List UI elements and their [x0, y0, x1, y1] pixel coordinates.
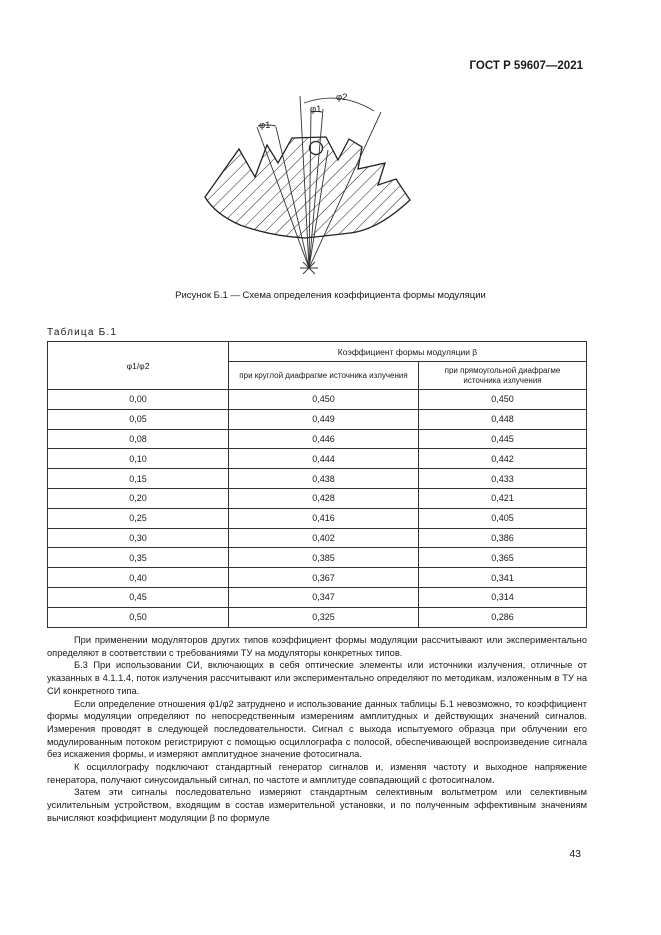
table-cell: 0,00: [48, 390, 229, 410]
table-row: [48, 469, 587, 489]
page-number: 43: [569, 848, 581, 860]
standard-designation: ГОСТ Р 59607—2021: [469, 60, 583, 72]
table-cell: 0,444: [229, 449, 419, 469]
paragraph: Затем эти сигналы последовательно измеряют стандартным селективным вольтметром или селективным усилительным устройством, входящим в состав измерительной установки, и по полученным эффективным значениям вычисляют коэффициент модуляции β по формуле: [47, 787, 587, 823]
table-cell: 0,341: [419, 568, 587, 588]
paragraph: Б.3 При использовании СИ, включающих в себя оптические элементы или источники излучения, отличные от указанных в 4.1.1.4, поток излучения рассчитывают или экспериментально определяют по методикам, изложенным в ТУ на СИ конкретного типа.: [47, 660, 587, 696]
paragraph: Если определение отношения φ1/φ2 затруднено и использование данных таблицы Б.1 невозможно, то коэффициент формы модуляции определяют по непосредственным измерениям амплитудных и действующих значений сигналов. Измерения проводят в следующей последовательности. Сигнал с выхода испытуемого образца при облучении его модулированным потоком регистрируют с помощью осциллографа с полосой, обеспечивающей воспроизведение сигнала без искажения формы, и измеряют амплитудное значение фотосигнала.: [47, 698, 587, 760]
table-cell: 0,450: [229, 390, 419, 410]
table-cell: 0,402: [229, 528, 419, 548]
col-rect-header: при прямоугольной диафрагме источника излучения: [419, 362, 587, 390]
table-row: [48, 548, 587, 568]
table-cell: 0,386: [419, 528, 587, 548]
table-row: [48, 390, 587, 410]
phi1-top-label: φ1: [310, 104, 322, 115]
table-cell: 0,15: [48, 469, 229, 489]
table-cell: 0,05: [48, 409, 229, 429]
table-cell: 0,449: [229, 409, 419, 429]
table-row: [48, 488, 587, 508]
table-cell: 0,433: [419, 469, 587, 489]
table-row: [48, 607, 587, 627]
table-cell: 0,367: [229, 568, 419, 588]
table-row: [48, 508, 587, 528]
table-cell: 0,438: [229, 469, 419, 489]
table-row: [48, 409, 587, 429]
phi1-left-label: φ1: [259, 120, 271, 131]
modulator-disc-sector: [205, 137, 410, 238]
table-cell: 0,08: [48, 429, 229, 449]
table-row: [48, 587, 587, 607]
table-cell: 0,446: [229, 429, 419, 449]
table-row: [48, 429, 587, 449]
table-row: [48, 449, 587, 469]
table-cell: 0,10: [48, 449, 229, 469]
paragraph: При применении модуляторов других типов коэффициент формы модуляции рассчитывают или экспериментально определяют в соответствии с требованиями ТУ на модуляторы конкретных типов.: [47, 635, 587, 658]
table-cell: 0,325: [229, 607, 419, 627]
table-cell: 0,428: [229, 488, 419, 508]
table-cell: 0,450: [419, 390, 587, 410]
table-cell: 0,20: [48, 488, 229, 508]
table-row: [48, 528, 587, 548]
body-text: [47, 634, 587, 825]
table-cell: 0,45: [48, 587, 229, 607]
phi2-label: φ2: [336, 92, 348, 103]
col-ratio-header: φ1/φ2: [48, 342, 229, 390]
table-cell: 0,445: [419, 429, 587, 449]
table-cell: 0,442: [419, 449, 587, 469]
paragraph: К осциллографу подключают стандартный генератор сигналов и, изменяя частоту и выходное напряжение генератора, получают синусоидальный сигнал, по частоте и амплитуде совпадающий с фотосигналом.: [47, 762, 587, 785]
table-row: [48, 568, 587, 588]
table-cell: 0,35: [48, 548, 229, 568]
table-cell: 0,421: [419, 488, 587, 508]
table-cell: 0,347: [229, 587, 419, 607]
modulation-coefficient-table: [47, 341, 587, 628]
table-cell: 0,365: [419, 548, 587, 568]
modulation-scheme-figure: [195, 82, 425, 277]
table-cell: 0,50: [48, 607, 229, 627]
col-round-header: при круглой диафрагме источника излучения: [229, 362, 419, 390]
table-cell: 0,385: [229, 548, 419, 568]
table-cell: 0,416: [229, 508, 419, 528]
table-cell: 0,286: [419, 607, 587, 627]
table-cell: 0,448: [419, 409, 587, 429]
table-cell: 0,405: [419, 508, 587, 528]
table-cell: 0,25: [48, 508, 229, 528]
figure-caption: Рисунок Б.1 — Схема определения коэффициента формы модуляции: [175, 290, 486, 301]
table-cell: 0,314: [419, 587, 587, 607]
table-title: Таблица Б.1: [47, 327, 118, 338]
diaphragm-aperture: [310, 142, 323, 155]
table-cell: 0,40: [48, 568, 229, 588]
table-cell: 0,30: [48, 528, 229, 548]
group-header: Коэффициент формы модуляции β: [229, 342, 587, 362]
